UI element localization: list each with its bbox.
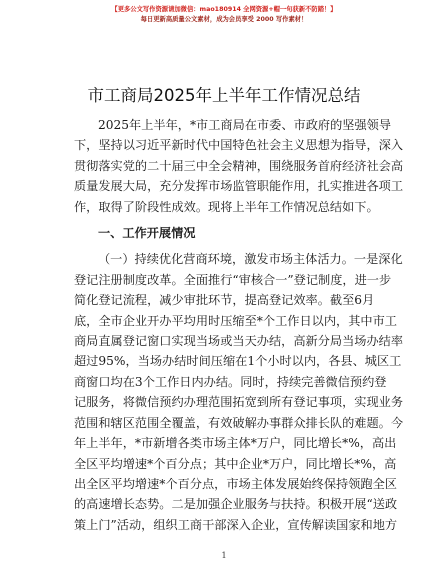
section-line: 全区平均增速*个百分点；其中企业*万户，同比增长*%，高 xyxy=(74,456,397,471)
section-line: 超过95%，当场办结时间压缩在1个小时以内，各县、城区工 xyxy=(74,354,402,369)
section-line: 出全区平均增速*个百分点，市场主体发展始终保持领跑全区 xyxy=(74,476,397,491)
document-body xyxy=(74,115,404,535)
section-heading: 一、工作开展情况 xyxy=(98,226,196,241)
intro-line: 作，取得了阶段性成效。现将上半年工作情况总结如下。 xyxy=(74,199,379,214)
section-line: 策上门”活动，组织工商干部深入企业，宣传解读国家和地方 xyxy=(74,517,398,532)
intro-line: 2025年上半年，*市工商局在市委、市政府的坚强领导 xyxy=(98,118,392,132)
section-line: 登记注册制度改革。全面推行“审核合一”登记制度，进一步 xyxy=(74,272,392,287)
intro-line: 质量发展大局，充分发挥市场监管职能作用，扎实推进各项工 xyxy=(74,179,404,194)
promo-banner-line-1: 【更多公文写作资源请加微信：mao180914 全网资源+帽一句获新不防踏！】 xyxy=(111,6,337,13)
intro-paragraph xyxy=(74,115,404,217)
promo-banner-line-2: 每日更新高质量公文素材，成为会员享受 2000 写作素材！ xyxy=(140,16,308,23)
section-line: 商局直属登记窗口实现当场或当天办结，高新分局当场办结率 xyxy=(74,334,404,349)
section-line: 年上半年，*市新增各类市场主体*万户，同比增长*%，高出 xyxy=(74,436,397,451)
section-line: （一）持续优化营商环境，激发市场主体活力。一是深化 xyxy=(98,252,403,267)
section-line: 简化登记流程，减少审批环节，提高登记效率。截至6月 xyxy=(74,293,375,308)
section-paragraph xyxy=(74,249,404,535)
section-line: 底，全市企业开办平均用时压缩至*个工作日以内，其中市工 xyxy=(74,313,397,328)
intro-line: 下，坚持以习近平新时代中国特色社会主义思想为指导，深入 xyxy=(74,138,404,153)
section-line: 商窗口均在3个工作日内办结。同时，持续完善微信预约登 xyxy=(74,374,387,389)
document-title: 市工商局2025年上半年工作情况总结 xyxy=(87,86,361,105)
section-line: 的高速增长态势。二是加强企业服务与扶持。积极开展“送政 xyxy=(74,497,398,512)
section-line: 范围和辖区范围全覆盖，有效破解办事群众排长队的难题。今 xyxy=(74,415,404,430)
promo-banner xyxy=(0,5,448,25)
page-number: 1 xyxy=(221,551,227,560)
section-line: 记服务，将微信预约办理范围拓宽到所有登记事项，实现业务 xyxy=(74,395,404,410)
intro-line: 贯彻落实党的二十届三中全会精神，围绕服务首府经济社会高 xyxy=(74,158,404,173)
